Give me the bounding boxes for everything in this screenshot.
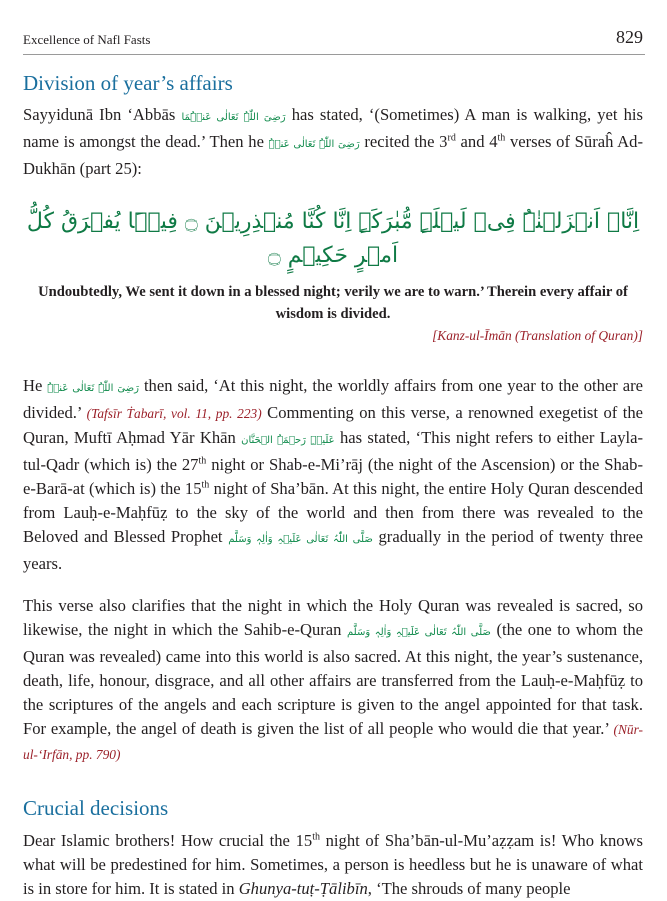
text-run: has stated, ‘This night refers to either Layla-tul-Qadr (which is) the 27 <box>23 428 644 475</box>
translation-reference: [Kanz-ul-Īmān (Translation of Quran)] <box>432 328 643 344</box>
paragraph-crucial <box>23 829 643 901</box>
honorific-glyph: عَلَیۡہِ رَحۡمَۃُ الۡحَنَّان <box>241 435 335 447</box>
text-run: gradually in the period of twenty three years. <box>23 527 643 574</box>
text-run: then said, ‘At this night, the worldly affairs from one year to the other are divided.’ <box>23 376 643 423</box>
verse-translation: Undoubtedly, We sent it down in a blessed night; verily we are to warn.’ Therein every affair of wisdom is divided. <box>38 284 628 323</box>
text-run: night of Sha’bān. At this night, the entire Holy Quran descended from Lauḥ-e-Maḥfūẓ to the sky of the world and then from there was revealed to the Beloved and Blessed Prophet <box>23 479 643 547</box>
text-run: has stated, ‘(Sometimes) A man is walking, yet his name is amongst the dead.’ Then he <box>23 105 643 152</box>
section-heading-crucial: Crucial decisions <box>23 796 169 821</box>
text-run: He <box>23 376 43 396</box>
book-title: Ghunya-tuṭ-Ṭālibīn <box>238 878 368 898</box>
page-number: 829 <box>616 27 643 47</box>
superscript: th <box>312 830 320 842</box>
text-run: , ‘The shrouds of many people <box>367 878 571 898</box>
arabic-verse: اِنَّاۤ اَنۡزَلۡنٰہُ فِیۡ لَیۡلَۃٍ مُّبٰرَکَۃٍ اِنَّا کُنَّا مُنۡذِرِیۡنَ ۝ فِیۡہَا یُفۡرَقُ کُلُّ اَمۡرٍ حَکِیۡمٍ ۝ <box>26 209 640 269</box>
honorific-glyph: رَضِیَ اللّٰہُ تَعَالٰی عَنۡہُ <box>47 383 139 395</box>
page-content <box>23 70 643 901</box>
text-run: night of Sha’bān-ul-Mu’aẓẓam is! Who knows what will be predestined for him. Sometimes, a person is heedless but he is unaware of what is in store for him. It is stated in <box>23 830 643 898</box>
honorific-glyph: رَضِیَ اللّٰہُ تَعَالٰی عَنۡہُمَا <box>181 112 286 124</box>
text-run: (the one to whom the Quran was revealed) came into this world is also sacred. At this night, the year’s sustenance, death, life, honour, disgrace, and all other affairs are transferred from the Lauḥ-e-Maḥfūẓ to the scriptures of the angels and each scripture is given to the angel appointed for that task. For example, the angel of death is given the list of all people who would die that year.’ <box>23 620 644 739</box>
paragraph-commentary <box>23 374 643 576</box>
section-heading-division: Division of year’s affairs <box>23 71 233 95</box>
text-run: Commenting on this verse, a renowned exegetist of the Quran, Muftī Aḥmad Yār Khān <box>23 403 643 448</box>
text-run: Dear Islamic brothers! How crucial the 15 <box>23 830 313 850</box>
honorific-glyph: صَلَّی اللّٰہُ تَعَالٰی عَلَیۡہِ وَاٰلِہٖ وَسَلَّم <box>347 627 491 639</box>
text-run: night or Shab-e-Mi’rāj (the night of the Ascension) or the Shab-e-Barā-at (which is) the 15 <box>23 455 643 499</box>
citation: (Tafsīr Ṫabarī, vol. 11, pp. 223) <box>86 406 262 422</box>
paragraph-sacred-night <box>23 594 643 767</box>
text-run: Sayyidunā Ibn ‘Abbās <box>23 105 176 125</box>
text-run: This verse also clarifies that the night in which the Holy Quran was revealed is sacred, so likewise, the night in which the Sahib-e-Quran <box>23 596 643 640</box>
superscript: rd <box>447 132 456 144</box>
text-run: and 4 <box>455 132 498 152</box>
superscript: th <box>497 132 506 144</box>
paragraph-intro <box>23 103 643 181</box>
superscript: th <box>198 455 207 467</box>
text-run: verses of Sūraĥ Ad-Dukhān (part 25): <box>23 132 643 179</box>
honorific-glyph: رَضِیَ اللّٰہُ تَعَالٰی عَنۡہُ <box>268 139 360 151</box>
honorific-glyph: صَلَّی اللّٰہُ تَعَالٰی عَلَیۡہِ وَاٰلِہٖ وَسَلَّم <box>228 534 373 546</box>
page-header <box>23 24 645 55</box>
citation: (Nūr-ul-‘Irfān, pp. 790) <box>23 722 643 763</box>
superscript: th <box>201 479 210 491</box>
text-run: recited the 3 <box>364 132 448 152</box>
running-title: Excellence of Nafl Fasts <box>23 32 151 47</box>
